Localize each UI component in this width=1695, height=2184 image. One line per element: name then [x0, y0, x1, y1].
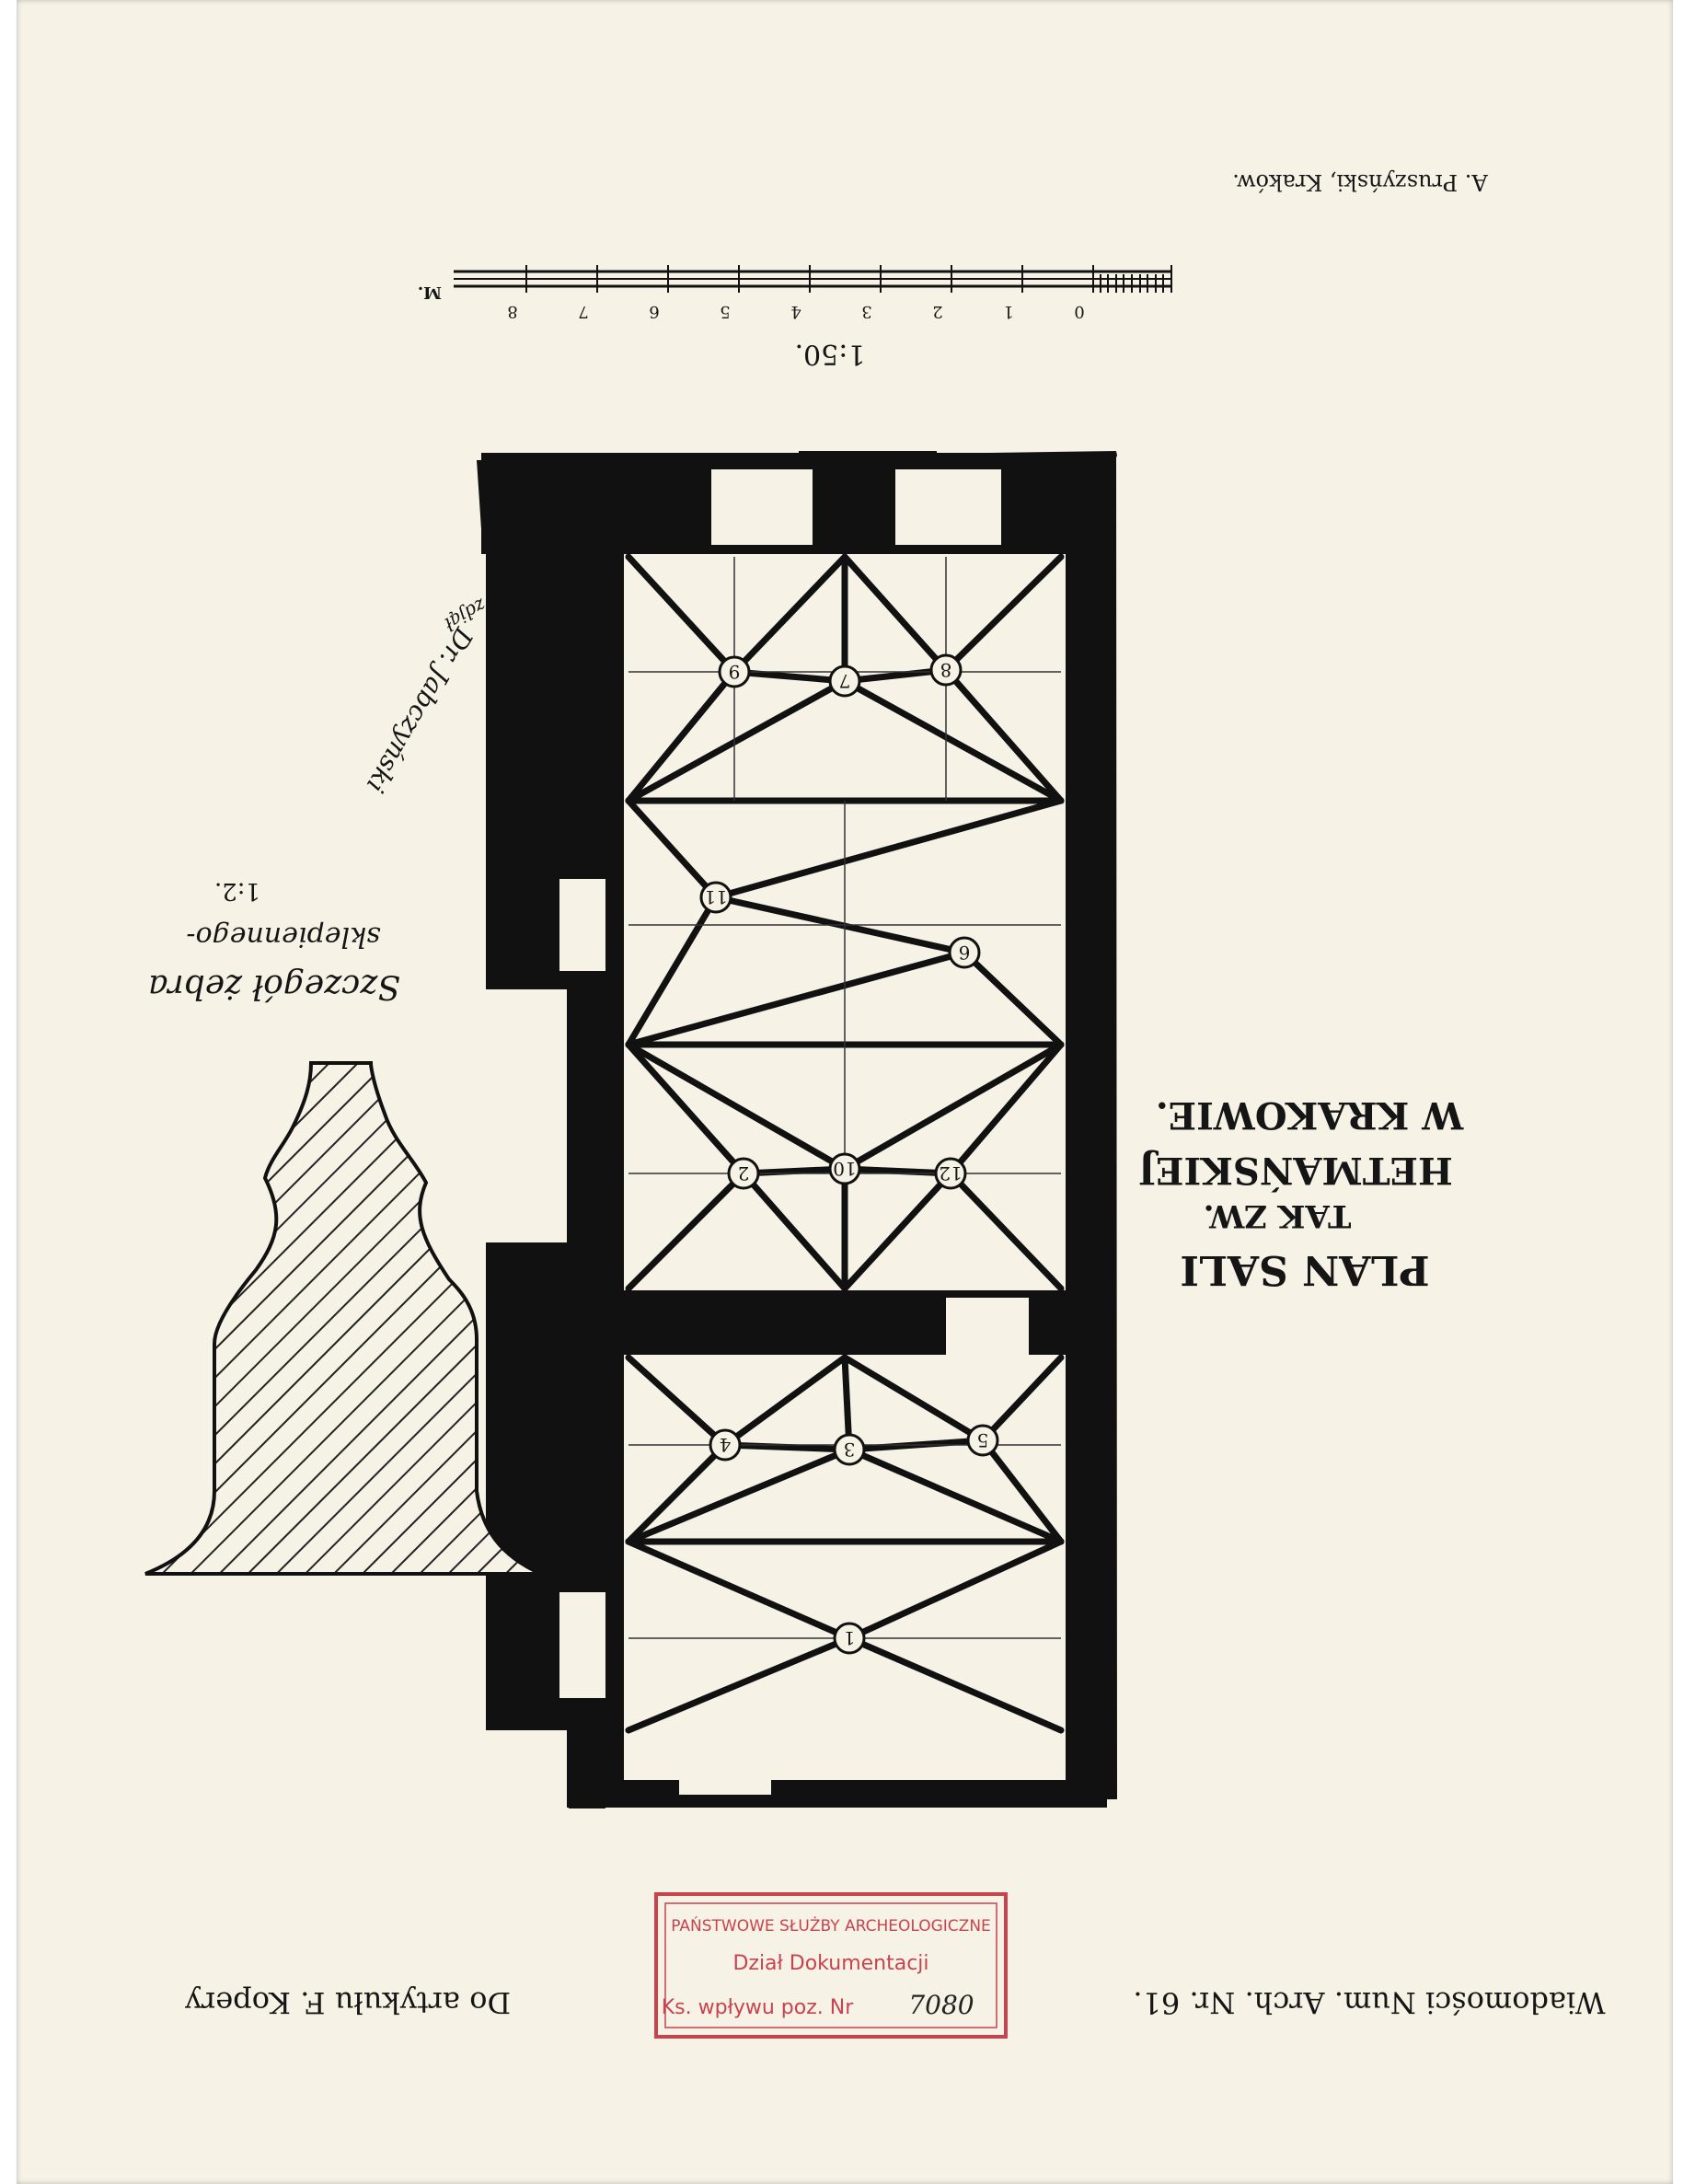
scale-ratio: 1:50. — [794, 338, 866, 370]
wall-structure — [481, 453, 1116, 1808]
boss-6 — [950, 938, 979, 967]
scale-tick-7: 7 — [578, 302, 589, 321]
stamp-line-2: Dział Dokumentacji — [732, 1952, 929, 1975]
boss-8 — [931, 655, 961, 685]
rib-caption-line-1: Szczegół żebra — [148, 967, 400, 1005]
scale-bar — [418, 265, 1171, 370]
journal-reference: Wiadomości Num. Arch. Nr. 61. — [1133, 1985, 1606, 2020]
svg-text:6: 6 — [958, 942, 971, 964]
scale-tick-0: 0 — [1074, 302, 1085, 321]
boss-4 — [710, 1430, 740, 1460]
signature-name: Dr. Jabczyński — [360, 622, 479, 799]
rib-detail-caption — [148, 877, 400, 1005]
stamp-line-3: Ks. wpływu poz. Nr — [661, 1996, 854, 2019]
svg-text:1: 1 — [843, 1627, 856, 1649]
boss-11 — [701, 883, 731, 912]
scale-tick-1: 1 — [1003, 302, 1014, 321]
svg-text:9: 9 — [728, 661, 741, 683]
title-line-4: W KRAKOWIE. — [1155, 1093, 1464, 1137]
boss-5 — [968, 1426, 997, 1455]
printer-credit: A. Pruszyński, Kraków. — [1232, 169, 1488, 195]
svg-text:8: 8 — [940, 659, 952, 681]
rib-caption-ratio: 1:2. — [213, 877, 261, 905]
plan-title — [1138, 1093, 1464, 1293]
door-opening — [946, 1298, 1029, 1355]
signature-note: zdjął — [440, 594, 490, 636]
svg-text:12: 12 — [939, 1162, 963, 1184]
west-niche-2 — [559, 1592, 605, 1698]
boss-9 — [720, 657, 749, 687]
document-sheet — [17, 0, 1673, 2184]
scale-tick-6: 6 — [649, 302, 660, 321]
window-niche-2 — [895, 469, 1001, 545]
svg-text:11: 11 — [704, 886, 728, 908]
svg-text:7: 7 — [838, 670, 851, 692]
scale-tick-5: 5 — [720, 302, 731, 321]
east-wall — [1066, 545, 1107, 1808]
boss-3 — [835, 1435, 864, 1464]
title-line-2: TAK ZW. — [1203, 1197, 1352, 1234]
svg-text:5: 5 — [976, 1429, 989, 1451]
title-line-1: PLAN SALI — [1180, 1246, 1430, 1293]
scale-unit: M. — [417, 283, 442, 302]
article-reference: Do artykułu F. Kopery — [184, 1985, 512, 2020]
rib-profile-section — [145, 1063, 541, 1574]
scale-tick-2: 2 — [932, 302, 943, 321]
boss-10 — [830, 1154, 859, 1184]
boss-2 — [729, 1159, 758, 1188]
archive-stamp — [656, 1894, 1006, 2037]
stamp-line-1: PAŃSTWOWE SŁUŻBY ARCHEOLOGICZNE — [671, 1917, 991, 1936]
window-niche-1 — [711, 469, 813, 545]
svg-text:3: 3 — [843, 1439, 856, 1461]
scale-tick-8: 8 — [507, 302, 518, 321]
rib-caption-line-2: sklepiennego- — [186, 920, 381, 953]
boss-12 — [936, 1159, 965, 1188]
svg-text:2: 2 — [737, 1162, 750, 1184]
boss-7 — [830, 666, 859, 696]
architectural-plan-drawing — [17, 0, 1673, 2184]
title-line-3: HETMAŃSKIEJ — [1138, 1149, 1453, 1192]
svg-text:4: 4 — [719, 1434, 732, 1456]
west-niche-1 — [559, 879, 605, 971]
signature — [360, 594, 490, 798]
boss-1 — [835, 1624, 864, 1653]
scale-tick-3: 3 — [861, 302, 872, 321]
south-wall — [567, 1780, 1107, 1808]
stamp-number: 7080 — [908, 1990, 974, 2020]
svg-text:10: 10 — [833, 1158, 857, 1180]
scale-tick-4: 4 — [790, 302, 801, 321]
